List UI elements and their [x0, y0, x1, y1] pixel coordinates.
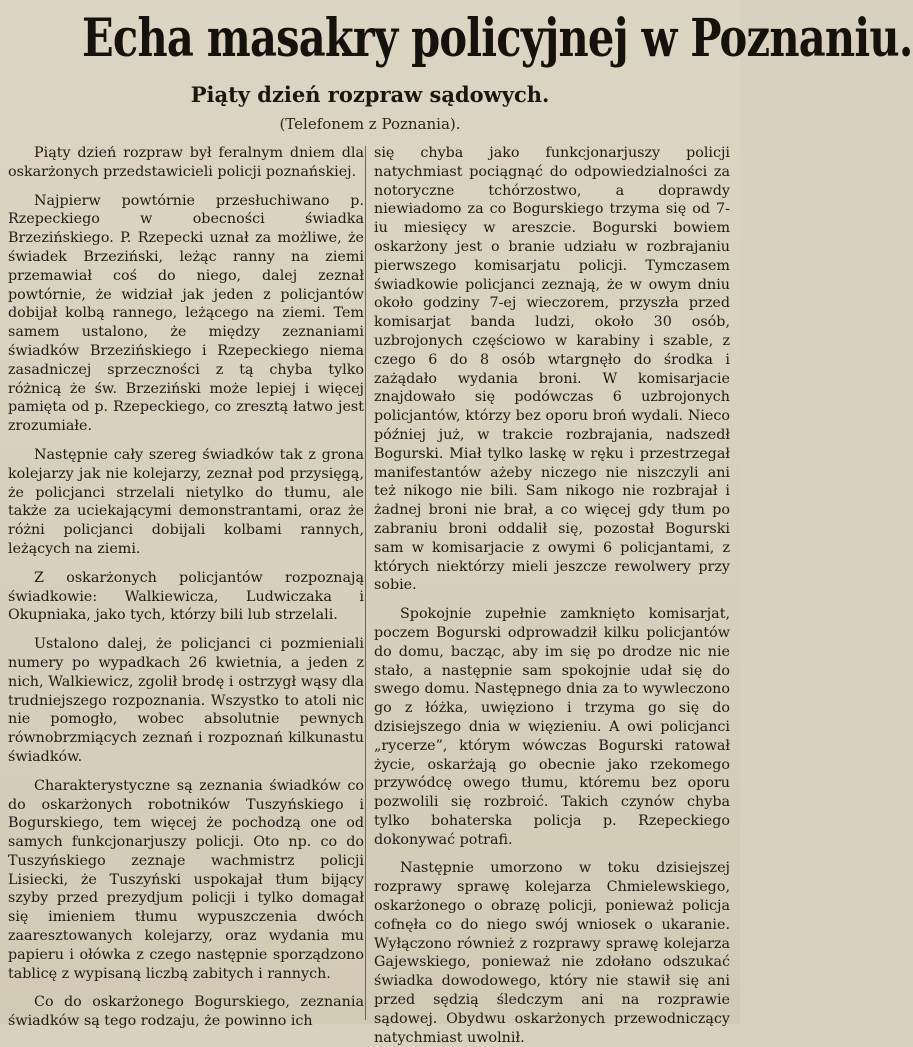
paragraph: Ustalono dalej, że policjanci ci pozmieniali numery po wypadkach 26 kwietnia, a jeden z nich, Walkiewicz, zgolił brodę i ostrzygł wąsy dla trudniejszego rozpoznania. Wszystko to atoli nic nie pomogło, wobec absolutnie pewnych równobrzmiących zeznań i rozpoznań kilkunastu świadków.	[8, 636, 364, 765]
article-column-right	[374, 144, 730, 1046]
paragraph: Piąty dzień rozpraw był feralnym dniem dla oskarżonych przedstawicieli policji poznańskiej.	[8, 145, 364, 180]
headline: Echa masakry policyjnej w Poznaniu.	[82, 8, 913, 69]
column-divider	[365, 146, 366, 1020]
paragraph: Charakterystyczne są zeznania świadków co do oskarżonych robotników Tuszyńskiego i Bogurskiego, tem więcej że pochodzą one od samych funkcjonarjuszy policji. Oto np. co do Tuszyńskiego zeznaje wachmistrz policji Lisiecki, że Tuszyński uspokajał tłum bijący szyby przed prezydjum policji i tylko domagał się imieniem tłumu wypuszczenia dwóch zaaresztowanych kolejarzy, oraz wydania mu papieru i ołówka z czego następnie sporządzono tablicę z wypisaną liczbą zabitych i rannych.	[8, 777, 364, 982]
paragraph: się chyba jako funkcjonarjuszy policji natychmiast pociągnąć do odpowiedzialności za notoryczne tchórzostwo, a doprawdy niewiadomo za co Bogurskiego trzyma się od 7-iu miesięcy w areszcie. Bogurski bowiem oskarżony jest o branie udziału w rozbrajaniu pierwszego komisarjatu policji. Tymczasem świadkowie policjanci zeznają, że w owym dniu około godziny 7-ej wieczorem, przyszła przed komisarjat banda ludzi, około 30 osób, uzbrojonych częściowo w karabiny i szable, z czego 6 do 8 osób wtargnęło do środka i zażądało wydania broni. W komisarjacie znajdowało się podówczas 6 uzbrojonych policjantów, którzy bez oporu broń wydali. Nieco później już, w trakcie rozbrajania, nadszedł Bogurski. Miał tylko laskę w ręku i przestrzegał manifestantów ażeby niczego nie niszczyli ani też nikogo nie bili. Sam nikogo nie rozbrajał i żadnej broni nie brał, a co więcej gdy tłum po zabraniu broni oddalił się, pozostał Bogurski sam w komisarjacie z owymi 6 policjantami, z których niektórzy mieli jeszcze rewolwery przy sobie.	[374, 145, 730, 594]
paragraph: Następnie umorzono w toku dzisiejszej rozprawy sprawę kolejarza Chmielewskiego, oskarżonego o obrazę policji, ponieważ policja cofnęła co do niego swój wniosek o ukaranie. Wyłączono również z rozprawy sprawę kolejarza Gajewskiego, ponieważ nie zdołano odszukać świadka dowodowego, który nie stawił się ani przed sędzią śledczym ani na rozprawie sądowej. Obydwu oskarżonych przewodniczący natychmiast uwolnił.	[374, 860, 730, 1046]
paragraph: Spokojnie zupełnie zamknięto komisarjat, poczem Bogurski odprowadził kilku policjantów do domu, bacząc, aby im się po drodze nic nie stało, a następnie sam spokojnie udał się do swego domu. Następnego dnia za to wywleczono go z łóżka, uwięziono i trzyma go się do dzisiejszego dnia w więzieniu. A owi policjanci „rycerze”, którym wówczas Bogurski ratował życie, oskarżają go obecnie jako rzekomego przywódcę owego tłumu, któremu bez oporu pozwolili się rozbroić. Takich czynów chyba tylko bohaterska policja p. Rzepeckiego dokonywać potrafi.	[374, 606, 730, 848]
paragraph: Najpierw powtórnie przesłuchiwano p. Rzepeckiego w obecności świadka Brzezińskiego. P. Rzepecki uznał za możliwe, że świadek Brzeziński, leżąc ranny na ziemi przemawiał coś do niego, dalej zeznał powtórnie, że widział jak jeden z policjantów dobijał kolbą rannego, leżącego na ziemi. Tem samem ustalono, że między zeznaniami świadków Brzezińskiego i Rzepeckiego niema zasadniczej sprzeczności z tą chyba tylko różnicą że św. Brzeziński może lepiej i więcej pamięta od p. Rzepeckiego, co zresztą łatwo jest zrozumiałe.	[8, 192, 364, 435]
paragraph: Następnie cały szereg świadków tak z grona kolejarzy jak nie kolejarzy, zeznał pod przysięgą, że policjanci strzelali nietylko do tłumu, ale także za uciekającymi demonstrantami, oraz że różni policjanci dobijali kolbami rannych, leżących na ziemi.	[8, 446, 364, 557]
paragraph: Co do oskarżonego Bogurskiego, zeznania świadków są tego rodzaju, że powinno ich	[8, 994, 364, 1030]
article-column-left	[8, 144, 364, 1030]
dateline: (Telefonem z Poznania).	[279, 115, 461, 133]
subheadline: Piąty dzień rozpraw sądowych.	[190, 82, 550, 107]
paragraph: Z oskarżonych policjantów rozpoznają świadkowie: Walkiewicza, Ludwiczaka i Okupniaka, jako tych, którzy bili lub strzelali.	[8, 569, 364, 624]
